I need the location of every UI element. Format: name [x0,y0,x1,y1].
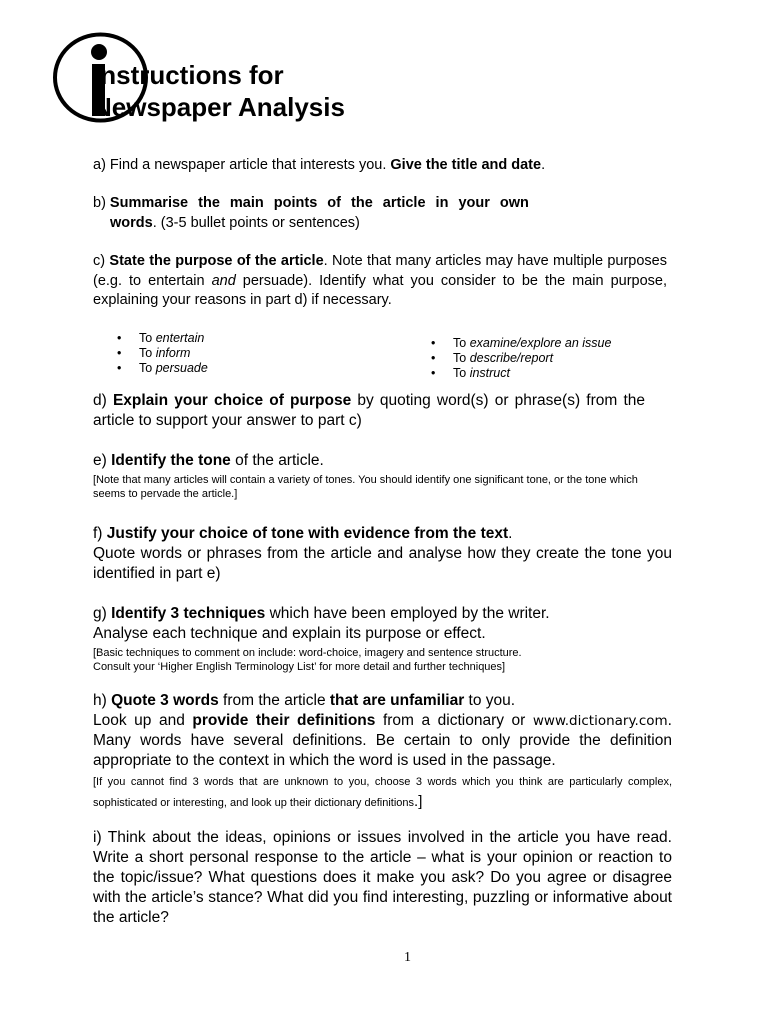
list-item: • To inform [117,346,208,361]
page-title [93,59,345,123]
list-item: • To persuade [117,361,208,376]
section-f: f) Justify your choice of tone with evidence from the text. Quote words or phrases from the article and analyse how they create the tone you identified in part e) [93,525,672,582]
dictionary-link[interactable]: www.dictionary.com [532,713,668,729]
title-line-1: Instructions for [93,60,284,90]
section-d: d) Explain your choice of purpose by quoting word(s) or phrase(s) from the article to support your answer to part c) [93,392,645,429]
purpose-list-right [431,336,611,381]
section-a: a) Find a newspaper article that interests you. Give the title and date. [93,157,546,173]
list-item: • To describe/report [431,351,611,366]
techniques-note-1: [Basic techniques to comment on include: word-choice, imagery and sentence structure. [93,647,522,659]
section-e: e) Identify the tone of the article. [Note that many articles will contain a variety of tones. You should identify one significant tone, or the tone which seems to pervade the article.] [93,451,672,501]
list-item: • To entertain [117,331,208,346]
techniques-note-2: Consult your ‘Higher English Terminology List’ for more detail and further techniques] [93,661,506,673]
purpose-list-left [117,331,208,376]
list-item: • To examine/explore an issue [431,336,611,351]
section-i: i) Think about the ideas, opinions or issues involved in the article you have read. Write a short personal response to the article – what is your opinion or reaction to the topic/issue? What questions does it make you ask? Do you agree or disagree with the article’s stance? What did you find interesting, puzzling or informative about the article? [93,829,672,926]
tone-note: [Note that many articles will contain a variety of tones. You should identify one significant tone, or the tone which seems to pervade the article.] [93,474,638,500]
section-c: c) State the purpose of the article. Note that many articles may have multiple purposes (e.g. to entertain and persuade). Identify what you consider to be the main purpose, explaining your reasons in part d) if necessary. [93,253,668,308]
section-g: g) Identify 3 techniques which have been employed by the writer. Analyse each technique and explain its purpose or effect. [Basic techniques to comment on include: word-choice, imagery and sentence structure. Consult your ‘Higher English Terminology List’ for more detail and further techniques] [93,604,672,674]
section-h: h) Quote 3 words from the article that are unfamiliar to you. Look up and provide their definitions from a dictionary or www.dictionary.com. Many words have several definitions. Be certain to only provide the definition appropriate to the context in which the word is used in the passage. [If you cannot find 3 words that are unknown to you, choose 3 words which you think are particularly complex, sophisticated or interesting, and look up their dictionary definitions.] [93,691,672,813]
title-line-2: Newspaper Analysis [93,92,345,122]
page-number: 1 [404,950,411,965]
unfamiliar-words-note: [If you cannot find 3 words that are unknown to you, choose 3 words which you think are particularly complex, sophisticated or interesting, and look up their dictionary definitions.] [93,776,672,810]
section-b: b) Summarise the main points of the article in your own words. (3-5 bullet points or sentences) [93,195,529,231]
list-item: • To instruct [431,366,611,381]
